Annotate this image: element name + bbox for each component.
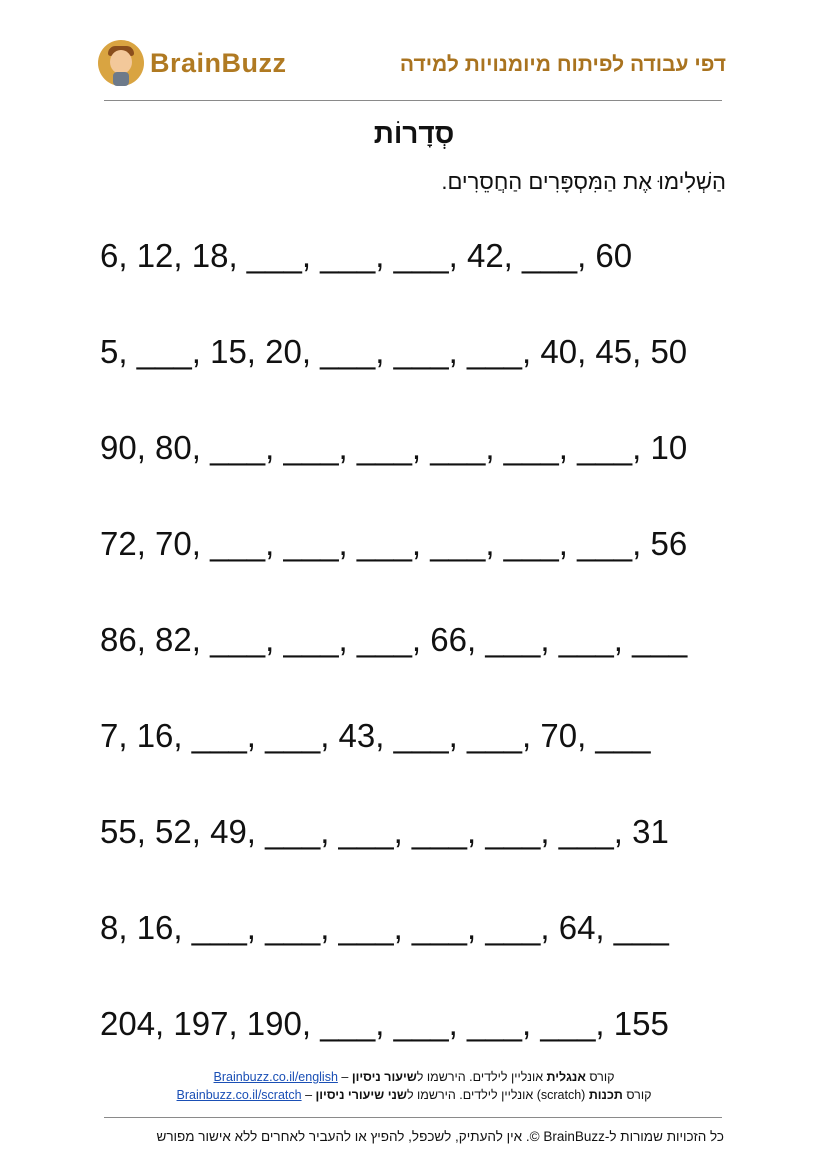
sequence-row: 204, 197, 190, ___, ___, ___, ___, 155 [100,1005,669,1042]
sequence-row: 72, 70, ___, ___, ___, ___, ___, ___, 56 [100,525,688,562]
footer-english-promo: קורס אנגלית אונליין לילדים. הירשמו לשיעור ניסיון – Brainbuzz.co.il/english [213,1070,615,1084]
sequence-row: 86, 82, ___, ___, ___, 66, ___, ___, ___ [100,621,688,658]
worksheet-instruction: הַשְׁלִימוּ אֶת הַמִּסְפָּרִים הַחֲסֵרִים. [441,169,726,194]
brainbuzz-logo[interactable] [98,40,287,86]
mascot-icon [98,40,144,86]
worksheet-title: סְדָרוֹת [373,118,455,149]
sequence-list [100,236,687,1100]
english-course-link[interactable]: Brainbuzz.co.il/english [213,1070,338,1084]
footer-divider [104,1117,722,1118]
copyright-notice: כל הזכויות שמורות ל-BrainBuzz ©. אין להעתיק, לשכפל, להפיץ או להעביר לאחרים ללא אישור מפורש [156,1129,724,1144]
footer-scratch-promo: קורס תכנות (scratch) אונליין לילדים. הירשמו לשני שיעורי ניסיון – Brainbuzz.co.il/scratch [176,1088,652,1102]
logo-text: BrainBuzz [150,47,287,78]
header-divider [104,100,722,101]
sequence-row: 7, 16, ___, ___, 43, ___, ___, 70, ___ [100,717,651,754]
scratch-course-link[interactable]: Brainbuzz.co.il/scratch [176,1088,302,1102]
sequence-row: 90, 80, ___, ___, ___, ___, ___, ___, 10 [100,429,688,466]
header-title: דפי עבודה לפיתוח מיומנויות למידה [399,53,726,76]
page-header [0,0,828,105]
sequence-row: 55, 52, 49, ___, ___, ___, ___, ___, 31 [100,813,669,850]
sequence-row: 6, 12, 18, ___, ___, ___, 42, ___, 60 [100,237,633,274]
sequence-row: 5, ___, 15, 20, ___, ___, ___, 40, 45, 50 [100,333,688,370]
sequence-row: 8, 16, ___, ___, ___, ___, ___, 64, ___ [100,909,669,946]
